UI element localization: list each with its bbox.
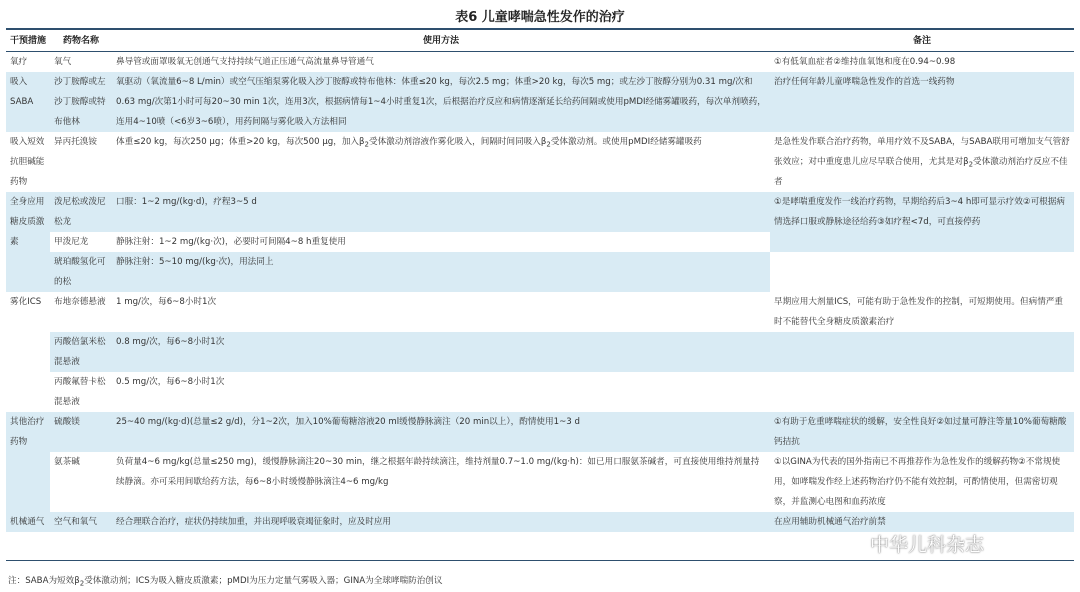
table-row: [6, 332, 1074, 372]
cell-note-empty: [770, 252, 1074, 292]
cell-drug: 琥珀酸氢化可的松: [50, 252, 112, 292]
table-row: [6, 452, 1074, 512]
header-drug: 药物名称: [50, 31, 112, 52]
cell-drug: 布地奈德悬液: [50, 292, 112, 332]
bottom-rule: [6, 560, 1074, 561]
cell-method: 0.5 mg/次，每6~8小时1次: [112, 372, 770, 412]
table-row: [6, 292, 1074, 332]
top-rule: [6, 28, 1074, 30]
cell-note-empty: [770, 332, 1074, 372]
method-text: 受体激动剂。或使用pMDI经储雾罐吸药: [550, 137, 702, 147]
cell-method: [112, 132, 770, 192]
method-text: 受体激动剂溶液作雾化吸入，间隔时间同吸入β: [368, 137, 547, 147]
note-text: 是急性发作联合治疗药物，单用疗效不及SABA，与SABA联用可增加支气管舒张效应；对中重度患儿应尽早联合使用，尤其是对β: [774, 137, 1070, 167]
cell-method: 静脉注射：1~2 mg/(kg·次)，必要时可间隔4~8 h重复使用: [112, 232, 770, 252]
cell-method: 口服：1~2 mg/(kg·d)，疗程3~5 d: [112, 192, 770, 232]
cell-drug: 丙酸氟替卡松混悬液: [50, 372, 112, 412]
watermark: [842, 530, 984, 556]
cell-note-empty: [770, 372, 1074, 412]
cell-measure: 氧疗: [6, 52, 50, 73]
cell-note: ①以GINA为代表的国外指南已不再推荐作为急性发作的缓解药物②不常规使用，如哮喘发作经上述药物治疗仍不能有效控制，可酌情使用，但需密切观察，并监测心电图和血药浓度: [770, 452, 1074, 512]
cell-method: 0.8 mg/次，每6~8小时1次: [112, 332, 770, 372]
cell-method: 氧驱动（氧流量6~8 L/min）或空气压缩泵雾化吸入沙丁胺醇或特布他林：体重≤20 kg，每次2.5 mg；体重>20 kg，每次5 mg；或左沙丁胺醇分别为0.31 mg/次和0.63 mg/次第1小时可每20~30 min 1次，连用3次，根据病情每1~4小时重复1次，后根据治疗反应和病情逐渐延长给药间隔或使用pMDI经储雾罐吸药，每次单剂喷药，连用4~10喷（<6岁3~6喷），用药间隔与雾化吸入方法相同: [112, 72, 770, 132]
cell-note: ①有助于危重哮喘症状的缓解，安全性良好②如过量可静注等量10%葡萄糖酸钙拮抗: [770, 412, 1074, 452]
cell-measure: 机械通气: [6, 512, 50, 532]
watermark-text: 中华儿科杂志: [870, 533, 985, 556]
footnote-text: 注：SABA为短效β: [8, 576, 80, 586]
cell-method: 25~40 mg/(kg·d)(总量≤2 g/d)，分1~2次，加入10%葡萄糖溶液20 ml缓慢静脉滴注（20 min以上），酌情使用1~3 d: [112, 412, 770, 452]
subscript: 2: [364, 140, 369, 149]
footnote-text: 受体激动剂；ICS为吸入糖皮质激素；pMDI为压力定量气雾吸入器；GINA为全球哮喘防治创议: [84, 576, 443, 586]
cell-drug: 甲泼尼龙: [50, 232, 112, 252]
cell-drug: 异丙托溴铵: [50, 132, 112, 192]
subscript: 2: [79, 579, 85, 588]
cell-drug: 氨茶碱: [50, 452, 112, 512]
cell-method: 1 mg/次，每6~8小时1次: [112, 292, 770, 332]
table-row: [6, 72, 1074, 132]
cell-measure: 吸入短效抗胆碱能药物: [6, 132, 50, 192]
cell-drug: 丙酸倍氯米松混悬液: [50, 332, 112, 372]
cell-method: 经合理联合治疗，症状仍持续加重，并出现呼吸衰竭征象时，应及时应用: [112, 512, 770, 532]
cell-note: ①是哮喘重度发作一线治疗药物，早期给药后3~4 h即可显示疗效②可根据病情选择口服或静脉途径给药③如疗程<7d，可直接停药: [770, 192, 1074, 252]
cell-note: 在应用辅助机械通气治疗前禁: [770, 512, 1074, 532]
table-footnote: [8, 574, 443, 586]
wechat-icon: [842, 532, 866, 554]
table-row: [6, 192, 1074, 232]
subscript: 2: [546, 140, 551, 149]
table-row: [6, 252, 1074, 292]
note-text: 受体激动剂治疗反应不佳者: [774, 157, 1068, 187]
header-note: 备注: [770, 31, 1074, 52]
subscript: 2: [968, 160, 974, 169]
cell-drug: 沙丁胺醇或左沙丁胺醇或特布他林: [50, 72, 112, 132]
cell-drug: 氧气: [50, 52, 112, 73]
table-row: [6, 132, 1074, 192]
cell-drug: 硫酸镁: [50, 412, 112, 452]
cell-note: 治疗任何年龄儿童哮喘急性发作的首选一线药物: [770, 72, 1074, 132]
cell-method: 鼻导管或面罩吸氧无创通气支持持续气道正压通气高流量鼻导管通气: [112, 52, 770, 73]
method-text: 体重≤20 kg，每次250 μg；体重>20 kg，每次500 μg，加入β: [116, 137, 365, 147]
cell-method: 静脉注射：5~10 mg/(kg·次)，用法同上: [112, 252, 770, 292]
cell-measure: 吸入SABA: [6, 72, 50, 132]
header-method: 使用方法: [112, 31, 770, 52]
table-row: [6, 412, 1074, 452]
cell-measure: 全身应用糖皮质激素: [6, 192, 50, 292]
cell-drug: 空气和氧气: [50, 512, 112, 532]
table-title: 表6 儿童哮喘急性发作的治疗: [455, 10, 625, 25]
table-row: [6, 372, 1074, 412]
cell-drug: 泼尼松或泼尼松龙: [50, 192, 112, 232]
header-measure: 干预措施: [6, 31, 50, 52]
cell-method: 负荷量4~6 mg/kg(总量≤250 mg)，缓慢静脉滴注20~30 min，继之根据年龄持续滴注，维持剂量0.7~1.0 mg/(kg·h)：如已用口服氨茶碱者，可直接使用维持剂量持续静滴。亦可采用间歇给药方法，每6~8小时缓慢静脉滴注4~6 mg/kg: [112, 452, 770, 512]
treatment-table: [6, 31, 1074, 532]
cell-note: ①有低氧血症者②维持血氧饱和度在0.94~0.98: [770, 52, 1074, 73]
cell-note: [770, 132, 1074, 192]
cell-measure: 雾化ICS: [6, 292, 50, 412]
cell-measure: 其他治疗药物: [6, 412, 50, 512]
table-row: [6, 52, 1074, 73]
cell-note: 早期应用大剂量ICS，可能有助于急性发作的控制，可短期使用。但病情严重时不能替代全身糖皮质激素治疗: [770, 292, 1074, 332]
